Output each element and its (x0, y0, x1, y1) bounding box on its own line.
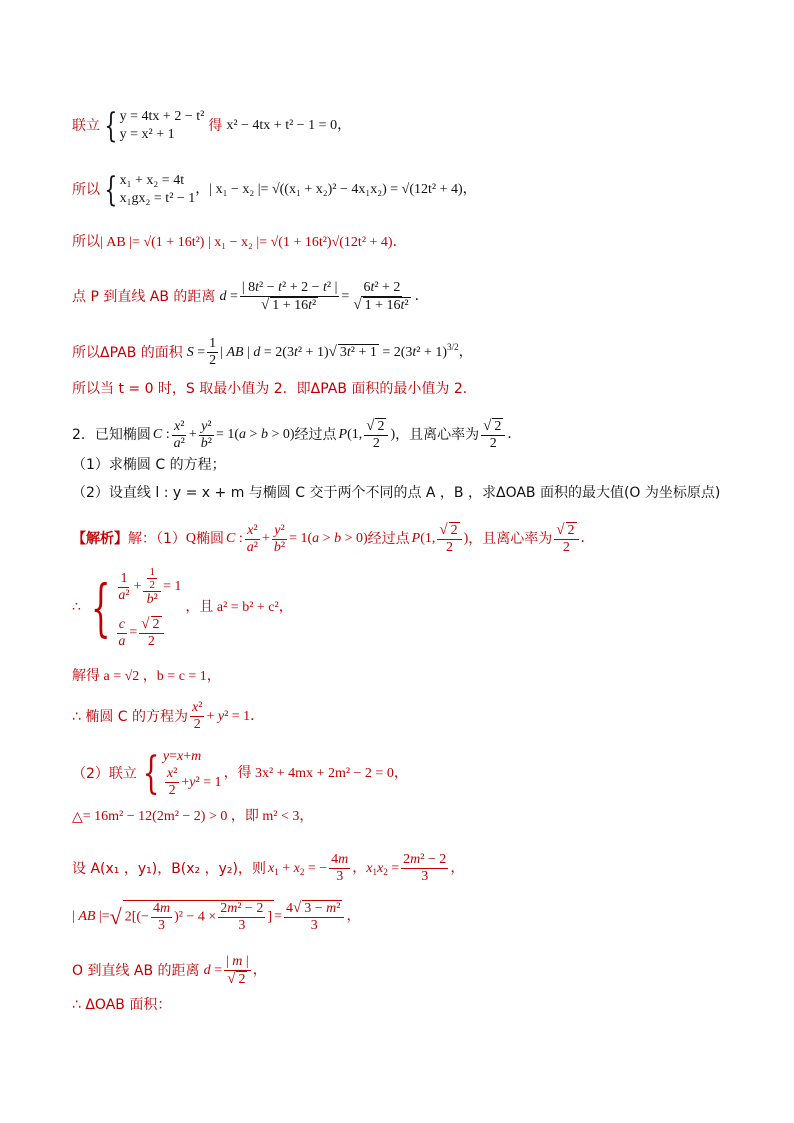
line-analysis: 【解析】 解：（1） Q 椭圆 C : $\frac{\text{x²}}{\text{a²}}$ + $\frac{\text{y²}}{\text{b²}}$ = 1(a > b > 0) 经过点 P(1, $\frac{√ 2}{2}$ ) ，且离心率为 $\frac{√ 2}{2}$ ． (72, 522, 595, 555)
line-distance: 点 P 到直线 AB 的距离 d = $\frac{\text{| 8t² − t² + 2 − t² |}}{\text{√ 1 + 16t²}}$ = $\frac{\text{6t² + 2}}{\text{√ 1 + 16t²}}$ ． (72, 280, 429, 313)
text-q2-tail: ，且离心率为 (395, 427, 480, 443)
text-solved: 解得 a = √2 ，b = c = 1， (72, 669, 221, 684)
line-ab-length (72, 234, 407, 252)
line-q2-part2 (72, 484, 720, 502)
text-oab-area: ∴ ΔOAB 面积： (72, 997, 172, 1013)
text-analysis: 解：（1） (128, 531, 186, 547)
line-abc-system: ∴ { $\frac{1}{\text{a²}}$ + $\frac{\frac{1}{2}}{\text{b²}}$ = 1 $\frac{c}{a}$ = $\frac{√ 2}{2}$ ，且 a² = b² + c²， (72, 566, 293, 649)
line-vieta (72, 172, 477, 208)
text-discriminant: = 16m² − 12(2m² − 2) > 0 ，即 m² < 3， (82, 809, 314, 824)
vieta-system: { x₁ + x₂ = 4t x₁gx₂ = t² − 1 (104, 170, 196, 210)
line-discriminant: △ = 16m² − 12(2m² − 2) > 0 ，即 m² < 3， (72, 809, 314, 825)
text-area-prefix: 所以ΔPAB 的面积 (72, 344, 183, 361)
text-part2-prefix: （2）联立 (72, 765, 137, 782)
text-abc-relation: ，且 a² = b² + c²， (185, 600, 293, 615)
line-oab-area (72, 996, 171, 1014)
line-o-distance: O 到直线 AB 的距离 d = $\frac{| m |}{√ 2}$ ， (72, 954, 267, 987)
eq-difference: ，| x₁ − x₂ |= √((x₁ + x₂)² − 4x₁x₂) = √(12t² + 4)， (195, 182, 477, 197)
fraction-distance-2: $\frac{\text{6t² + 2}}{\text{√ 1 + 16t²}}$ (353, 280, 409, 313)
text-vieta-prefix: 设 A(x₁ ，y₁)，B(x₂ ，y₂)，则 (72, 860, 266, 877)
text-conclusion: 所以当 t = 0 时，S 取最小值为 2．即ΔPAB 面积的最小值为 2． (72, 381, 477, 397)
text-o-distance: O 到直线 AB 的距离 (72, 963, 200, 979)
equation-system: { y = 4tx + 2 − t² y = x² + 1 (104, 106, 205, 146)
line-vieta-2: 设 A(x₁ ，y₁)，B(x₂ ，y₂)，则 $x_1 + x_2$ = − $\frac{4m}{3}$ ，$x_1x_2$ = $\frac{\text{2m² − 2}}{3}$ ， (72, 852, 465, 884)
line-min-value (72, 380, 477, 398)
text-analysis-mid2: 经过点 (367, 531, 410, 547)
line-system-1 (72, 108, 351, 144)
line-part2-system (72, 748, 408, 799)
text-q2-mid: 经过点 (294, 427, 337, 443)
text-analysis-tail: ，且离心率为 (468, 531, 553, 547)
part2-system: { y = x + m $\frac{\text{x²}}{2}$ + y ² = 1 (142, 747, 222, 799)
text-q2-part1: （1）求椭圆 C 的方程； (72, 457, 226, 473)
text-suoyi: 所以 (72, 182, 100, 198)
fraction-distance-1: $\frac{\text{| 8t² − t² + 2 − t² |}}{\text{√ 1 + 16t²}}$ (241, 280, 338, 313)
text-de: 得 (208, 118, 223, 134)
line-q2-part1 (72, 456, 226, 474)
text-lianli: 联立 (72, 118, 100, 134)
eq-sum: x₁ + x₂ = 4t (119, 173, 185, 188)
text-q2-part2: （2）设直线 l : y = x + m 与椭圆 C 交于两个不同的点 A ，B ，求ΔOAB 面积的最大值(O 为坐标原点) (72, 485, 721, 501)
eq-product: x₁gx₂ = t² − 1 (119, 191, 196, 206)
eq-quadratic: x² − 4tx + t² − 1 = 0， (226, 118, 352, 133)
line-question-2: 2．已知椭圆 C : $\frac{\text{x²}}{\text{a²}}$ + $\frac{\text{y²}}{\text{b²}}$ = 1(a > b > 0) 经过点 P(1, $\frac{√ 2}{2}$ ) ，且离心率为 $\frac{√ 2}{2}$ ． (72, 418, 522, 451)
eq-line: y = 4tx + 2 − t² (119, 109, 205, 124)
text-analysis-mid: 椭圆 (196, 531, 225, 547)
text-part2-result: ，得 3x² + 4mx + 2m² − 2 = 0， (223, 765, 408, 781)
text-distance-prefix: 点 P 到直线 AB 的距离 (72, 289, 216, 305)
line-solved (72, 668, 221, 686)
eq-ab: 所以| AB |= √(1 + 16t²) | x₁ − x₂ |= √(1 + 16t²)√(12t² + 4)． (72, 235, 407, 250)
text-ellipse-prefix: ∴ 椭圆 C 的方程为 (72, 708, 189, 725)
line-area: 所以ΔPAB 的面积 S = $\frac{1}{2}$ | AB | d = 2(3t² + 1)√ $3t^2 + 1 = 2(3t^2 + 1)^{3/2}$， (72, 336, 473, 368)
text-q2-prefix: 2．已知椭圆 (72, 427, 151, 443)
analysis-tag: 【解析】 (72, 531, 128, 547)
eq-parabola: y = x² + 1 (119, 127, 175, 142)
line-ellipse-eq: ∴ 椭圆 C 的方程为 $\frac{\text{x²}}{2}$ + y² = 1． (72, 700, 265, 732)
line-ab-length-2: | AB |= √ 2[(− $\frac{4m}{3}$ )² − 4 × $\frac{\text{2m² − 2}}{3}$ ] = $\frac{\text{4√ 3 − m²}}{3}$ ， (72, 900, 361, 933)
abc-system: { $\frac{1}{\text{a²}}$ + $\frac{\frac{1}{2}}{\text{b²}}$ = 1 $\frac{c}{a}$ = $\frac{√ 2}{2}$ (90, 566, 182, 649)
